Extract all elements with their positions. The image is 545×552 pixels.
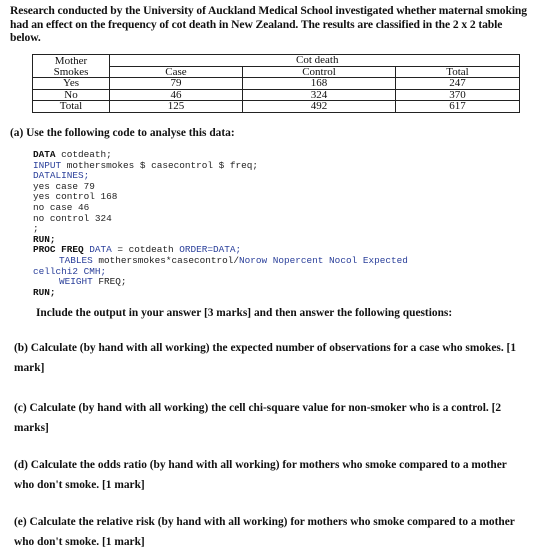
code-line-datalines: DATALINES; xyxy=(33,170,90,182)
table-row xyxy=(33,78,520,90)
question-d: (d) Calculate the odds ratio (by hand with all working) for mothers who smoke compared to a mother who don't smoke. [1 mark] xyxy=(14,459,507,491)
code-keyword-tables: TABLES xyxy=(59,254,93,266)
table-row xyxy=(33,101,520,113)
code-line-input: INPUT mothersmokes $ casecontrol $ freq; xyxy=(33,159,259,171)
cell-total-control: 492 xyxy=(243,101,396,113)
col-control-header: Control xyxy=(243,66,396,78)
code-line-cellchi: cellchi2 CMH; xyxy=(33,265,107,277)
code-line-run-1: RUN; xyxy=(33,233,56,245)
row-header-mother: Mother xyxy=(33,55,110,67)
question-e: (e) Calculate the relative risk (by hand with all working) for mothers who smoke compared to a mother who don't smoke. [1 mark] xyxy=(14,516,515,548)
code-line-weight: WEIGHT FREQ; xyxy=(59,276,127,288)
cell-no-case: 46 xyxy=(110,89,243,101)
code-line-data-1: yes case 79 xyxy=(33,180,95,192)
col-total-header: Total xyxy=(396,66,520,78)
row-label-yes: Yes xyxy=(33,78,110,90)
code-line-data-2: yes control 168 xyxy=(33,191,118,203)
code-keyword-data: DATA xyxy=(33,149,56,160)
code-line-data-4: no control 324 xyxy=(33,212,112,224)
cell-total-total: 617 xyxy=(396,101,520,113)
cot-death-header: Cot death xyxy=(110,55,520,67)
cell-yes-total: 247 xyxy=(396,78,520,90)
cell-total-case: 125 xyxy=(110,101,243,113)
code-keyword-input: INPUT xyxy=(33,159,62,171)
question-a: (a) Use the following code to analyse this data: xyxy=(10,127,235,139)
cell-yes-control: 168 xyxy=(243,78,396,90)
code-line-data: DATA cotdeath; xyxy=(33,149,112,160)
code-line-semicolon: ; xyxy=(33,223,39,235)
row-label-no: No xyxy=(33,89,110,101)
code-line-tables: TABLES mothersmokes*casecontrol/Norow Nopercent Nocol Expected xyxy=(59,254,408,266)
intro-paragraph: Research conducted by the University of Auckland Medical School investigated whether maternal smoking had an effect on the frequency of cot death in New Zealand. The results are classified in the 2 x 2 table below. xyxy=(10,4,527,45)
contingency-table xyxy=(32,54,520,113)
row-header-smokes: Smokes xyxy=(33,66,110,78)
cell-no-control: 324 xyxy=(243,89,396,101)
row-label-total: Total xyxy=(33,101,110,113)
code-keyword-proc-freq: PROC FREQ xyxy=(33,244,84,256)
code-line-proc: PROC FREQ DATA = cotdeath ORDER=DATA; xyxy=(33,244,242,256)
table-row xyxy=(33,89,520,101)
question-a-followup: Include the output in your answer [3 marks] and then answer the following questions: xyxy=(36,307,453,319)
cell-yes-case: 79 xyxy=(110,78,243,90)
code-keyword-weight: WEIGHT xyxy=(59,276,93,288)
code-line-data-3: no case 46 xyxy=(33,201,90,213)
cell-no-total: 370 xyxy=(396,89,520,101)
code-line-run-2: RUN; xyxy=(33,286,56,298)
sas-code-block xyxy=(33,150,408,298)
question-c: (c) Calculate (by hand with all working) the cell chi-square value for non-smoker who is a control. [2 marks] xyxy=(14,402,502,434)
question-b: (b) Calculate (by hand with all working) the expected number of observations for a case who smokes. [1 mark] xyxy=(14,342,517,374)
col-case-header: Case xyxy=(110,66,243,78)
